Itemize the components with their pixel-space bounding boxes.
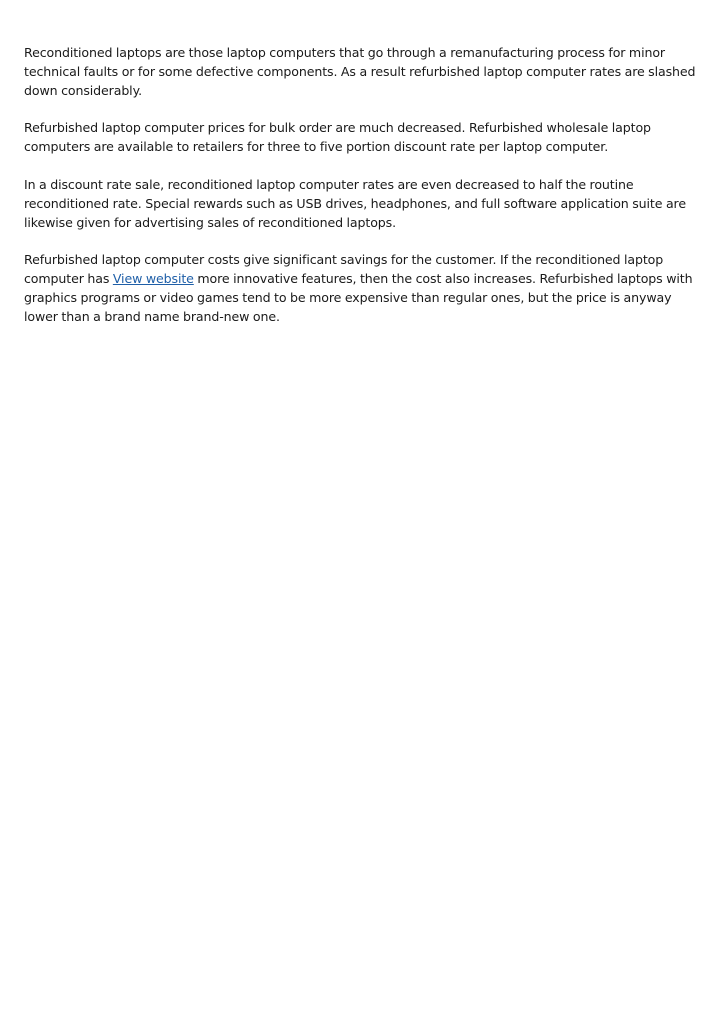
paragraph-1: Reconditioned laptops are those laptop computers that go through a remanufacturing process for minor technical faults or for some defective components. As a result refurbished laptop computer rates are slashed down considerably. bbox=[24, 45, 696, 98]
view-website-link[interactable]: View website bbox=[112, 271, 194, 287]
paragraph-4-text-before-link: Refurbished laptop computer costs give significant savings for the customer. If the reconditioned laptop computer has bbox=[24, 252, 664, 287]
document-body bbox=[24, 44, 700, 346]
paragraph-4 bbox=[24, 251, 700, 326]
paragraph-2: Refurbished laptop computer prices for bulk order are much decreased. Refurbished wholesale laptop computers are available to retailers for three to five portion discount rate per laptop computer. bbox=[24, 120, 651, 155]
paragraph-4-text-after-link: more innovative features, then the cost also increases. Refurbished laptops with graphics programs or video games tend to be more expensive than regular ones, but the price is anyway lower than a brand name brand-new one. bbox=[24, 271, 693, 324]
paragraph-3: In a discount rate sale, reconditioned laptop computer rates are even decreased to half the routine reconditioned rate. Special rewards such as USB drives, headphones, and full software application suite are likewise given for advertising sales of reconditioned laptops. bbox=[24, 176, 686, 230]
